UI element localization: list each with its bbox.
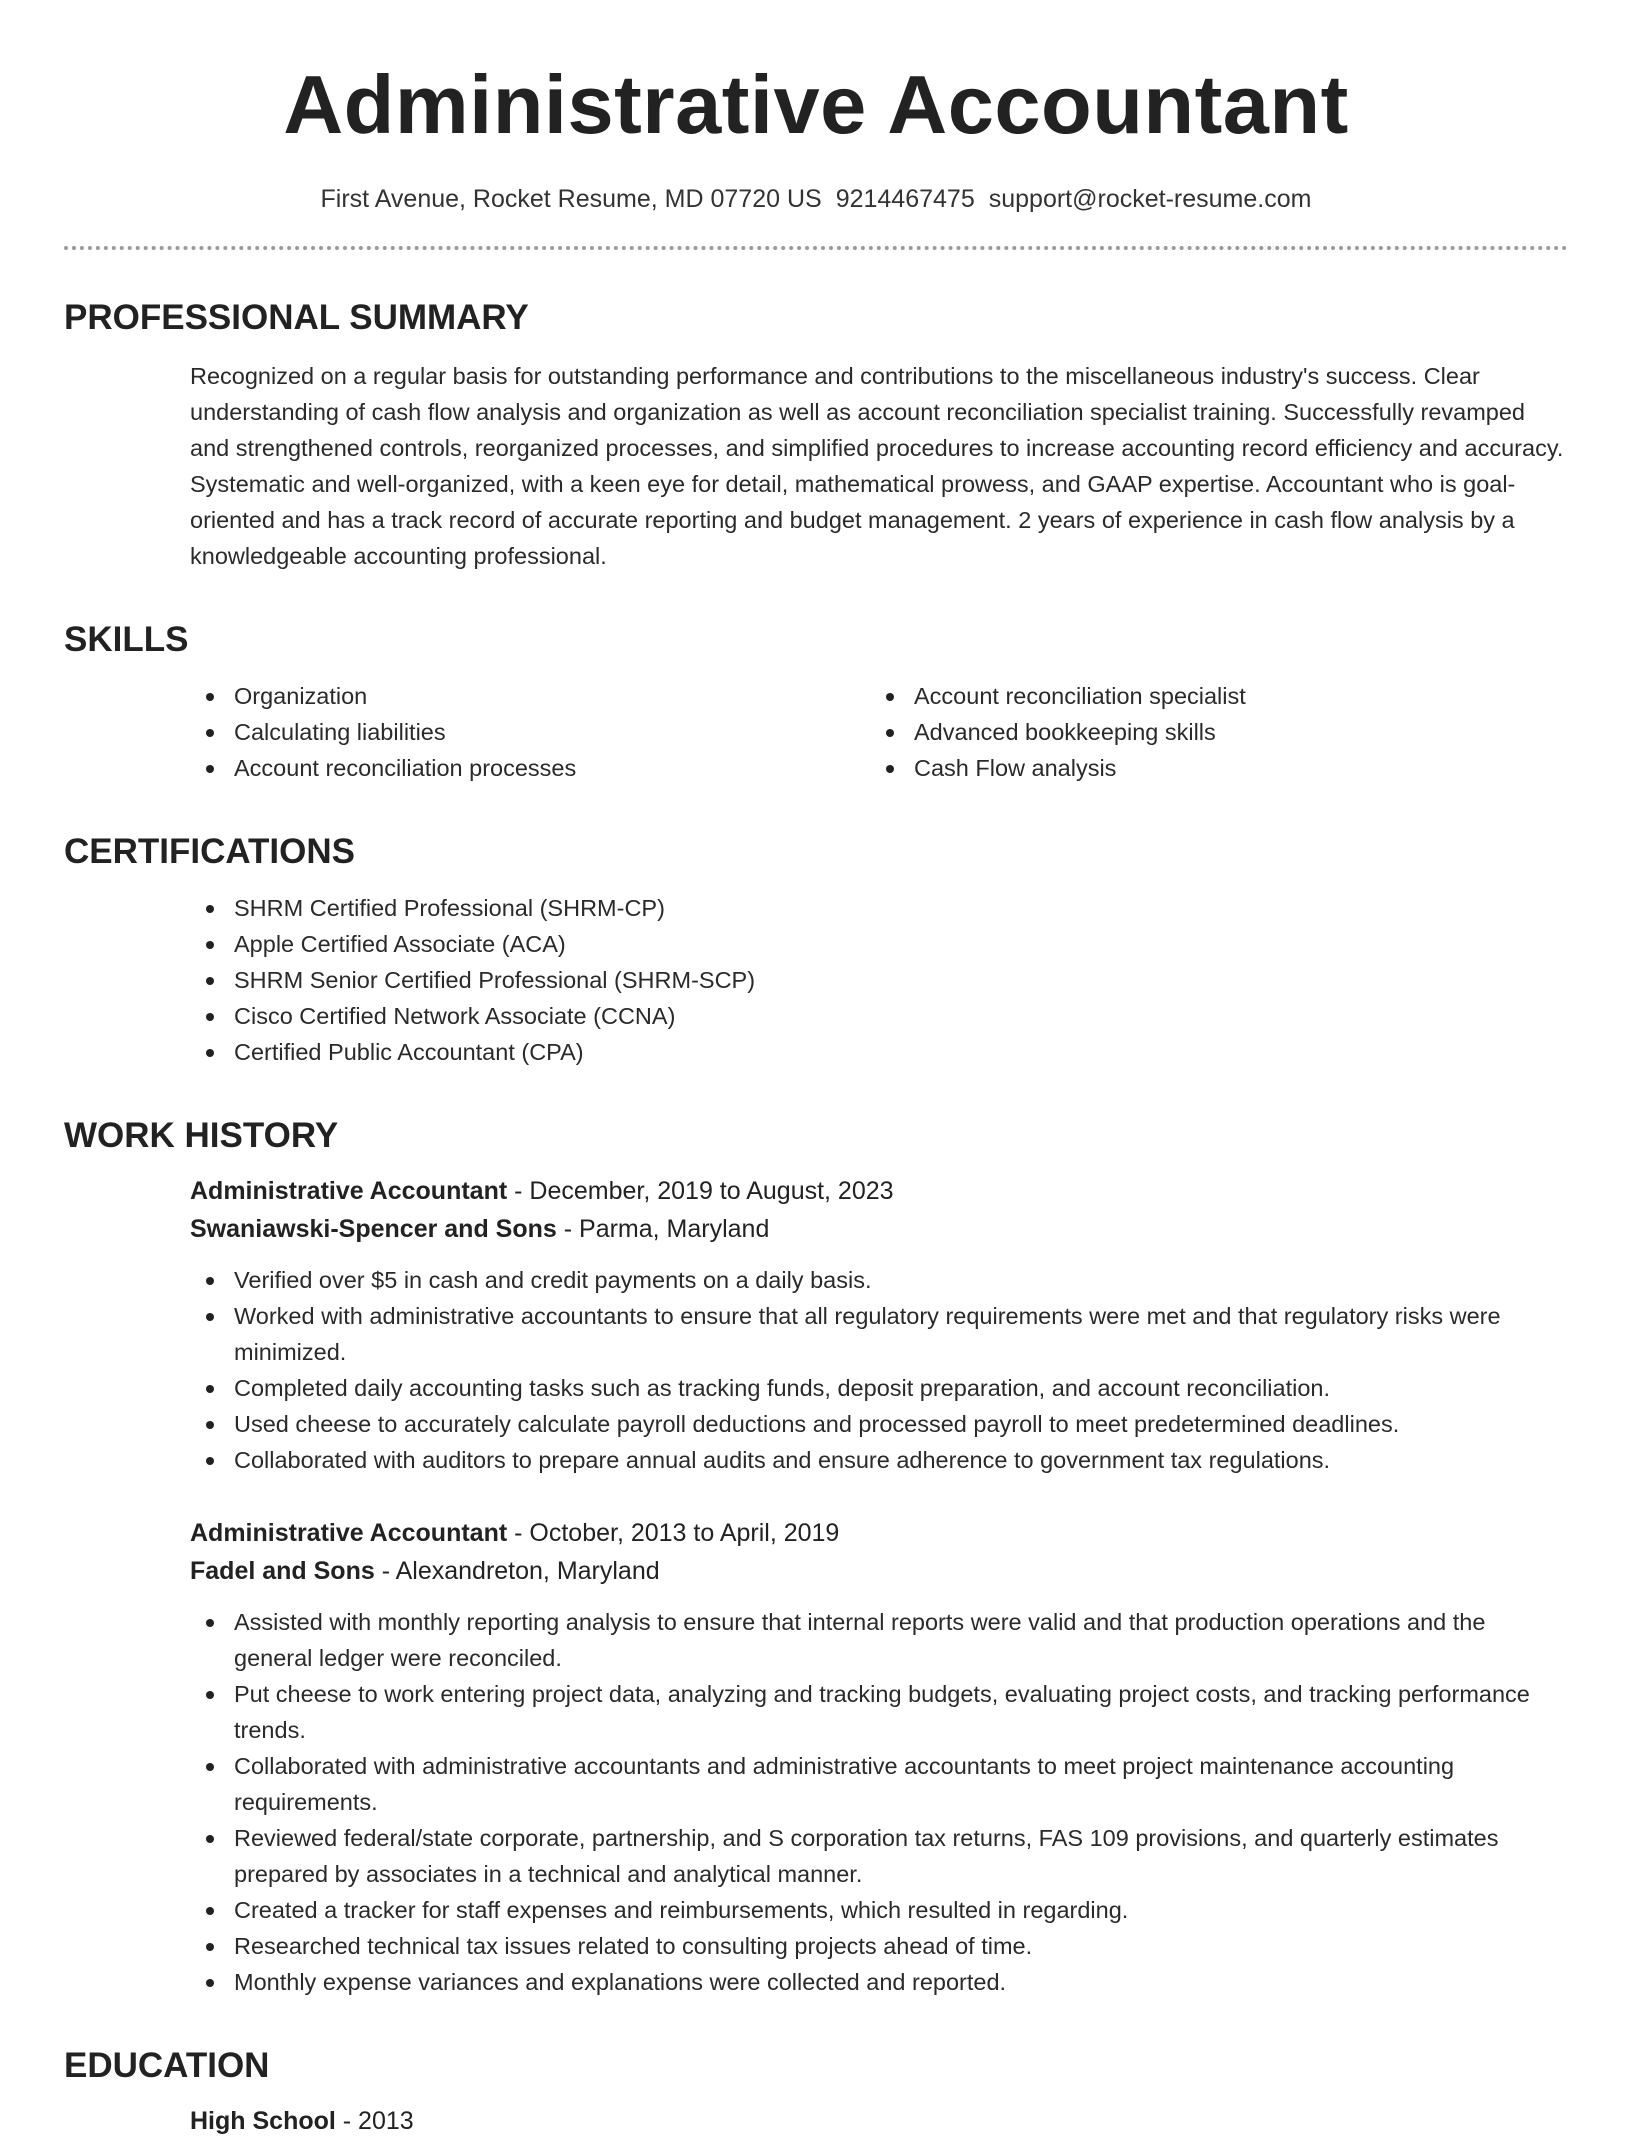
skill-item: Cash Flow analysis (870, 750, 1550, 786)
certification-item: SHRM Senior Certified Professional (SHRM-SCP) (190, 962, 1568, 998)
skills-column-right (870, 678, 1550, 786)
job-duty-item: Verified over $5 in cash and credit payments on a daily basis. (190, 1262, 1568, 1298)
job-role: Administrative Accountant (190, 1519, 508, 1547)
job-title-line (190, 1514, 1568, 1552)
job-location: - Parma, Maryland (556, 1215, 770, 1243)
job-duty-item: Put cheese to work entering project data, analyzing and tracking budgets, evaluating project costs, and tracking performance trends. (190, 1676, 1568, 1748)
job-duty-item: Monthly expense variances and explanations were collected and reported. (190, 1964, 1568, 2000)
contact-phone: 9214467475 (835, 185, 975, 213)
job-duties-list (190, 1262, 1568, 1478)
skill-item: Account reconciliation processes (190, 750, 870, 786)
work-history-heading: WORK HISTORY (64, 1116, 339, 1155)
education-heading: EDUCATION (64, 2046, 270, 2085)
skill-item: Calculating liabilities (190, 714, 870, 750)
contact-address: First Avenue, Rocket Resume, MD 07720 US (320, 185, 822, 213)
skills-list (190, 678, 1568, 786)
job-duty-item: Worked with administrative accountants to ensure that all regulatory requirements were met and that regulatory risks were minimized. (190, 1298, 1568, 1370)
education-entry (190, 2102, 1568, 2140)
certification-item: Cisco Certified Network Associate (CCNA) (190, 998, 1568, 1034)
job-title-line (190, 1172, 1568, 1210)
candidate-name: Administrative Accountant (283, 58, 1349, 151)
job-duties-list (190, 1604, 1568, 2000)
job-company: Swaniawski-Spencer and Sons (190, 1215, 557, 1243)
certification-item: Certified Public Accountant (CPA) (190, 1034, 1568, 1070)
skill-item: Advanced bookkeeping skills (870, 714, 1550, 750)
education-year: - 2013 (335, 2107, 414, 2135)
job-dates: - October, 2013 to April, 2019 (507, 1519, 840, 1547)
certification-item: SHRM Certified Professional (SHRM-CP) (190, 890, 1568, 926)
job-company-line (190, 1552, 1568, 1590)
contact-line (64, 182, 1568, 216)
job-duty-item: Assisted with monthly reporting analysis to ensure that internal reports were valid and that production operations and the general ledger were reconciled. (190, 1604, 1568, 1676)
job-duty-item: Collaborated with administrative accountants and administrative accountants to meet project maintenance accounting requirements. (190, 1748, 1568, 1820)
certifications-list (190, 890, 1568, 1070)
skills-column-left (190, 678, 870, 786)
job-entry (190, 1172, 1568, 1478)
certifications-heading: CERTIFICATIONS (64, 832, 356, 871)
job-entry (190, 1514, 1568, 2000)
certification-item: Apple Certified Associate (ACA) (190, 926, 1568, 962)
job-company-line (190, 1210, 1568, 1248)
job-duty-item: Collaborated with auditors to prepare annual audits and ensure adherence to government tax regulations. (190, 1442, 1568, 1478)
job-company: Fadel and Sons (190, 1557, 375, 1585)
job-role: Administrative Accountant (190, 1177, 508, 1205)
skill-item: Account reconciliation specialist (870, 678, 1550, 714)
job-duty-item: Completed daily accounting tasks such as tracking funds, deposit preparation, and account reconciliation. (190, 1370, 1568, 1406)
job-dates: - December, 2019 to August, 2023 (507, 1177, 894, 1205)
skill-item: Organization (190, 678, 870, 714)
job-duty-item: Researched technical tax issues related to consulting projects ahead of time. (190, 1928, 1568, 1964)
header-divider (64, 246, 1568, 250)
job-duty-item: Reviewed federal/state corporate, partnership, and S corporation tax returns, FAS 109 provisions, and quarterly estimates prepared by associates in a technical and analytical manner. (190, 1820, 1568, 1892)
job-duty-item: Used cheese to accurately calculate payroll deductions and processed payroll to meet predetermined deadlines. (190, 1406, 1568, 1442)
summary-text: Recognized on a regular basis for outstanding performance and contributions to the miscellaneous industry's success. Clear understanding of cash flow analysis and organization as well as account reconciliation specialist training. Successfully revamped and strengthened controls, reorganized processes, and simplified procedures to increase accounting record efficiency and accuracy. Systematic and well-organized, with a keen eye for detail, mathematical prowess, and GAAP expertise. Accountant who is goal-oriented and has a track record of accurate reporting and budget management. 2 years of experience in cash flow analysis by a knowledgeable accounting professional. (190, 363, 1564, 569)
job-location: - Alexandreton, Maryland (374, 1557, 660, 1585)
contact-email[interactable]: support@rocket-resume.com (988, 185, 1312, 213)
job-duty-item: Created a tracker for staff expenses and reimbursements, which resulted in regarding. (190, 1892, 1568, 1928)
skills-heading: SKILLS (64, 620, 189, 659)
summary-heading: PROFESSIONAL SUMMARY (64, 298, 529, 337)
education-degree: High School (190, 2107, 336, 2135)
